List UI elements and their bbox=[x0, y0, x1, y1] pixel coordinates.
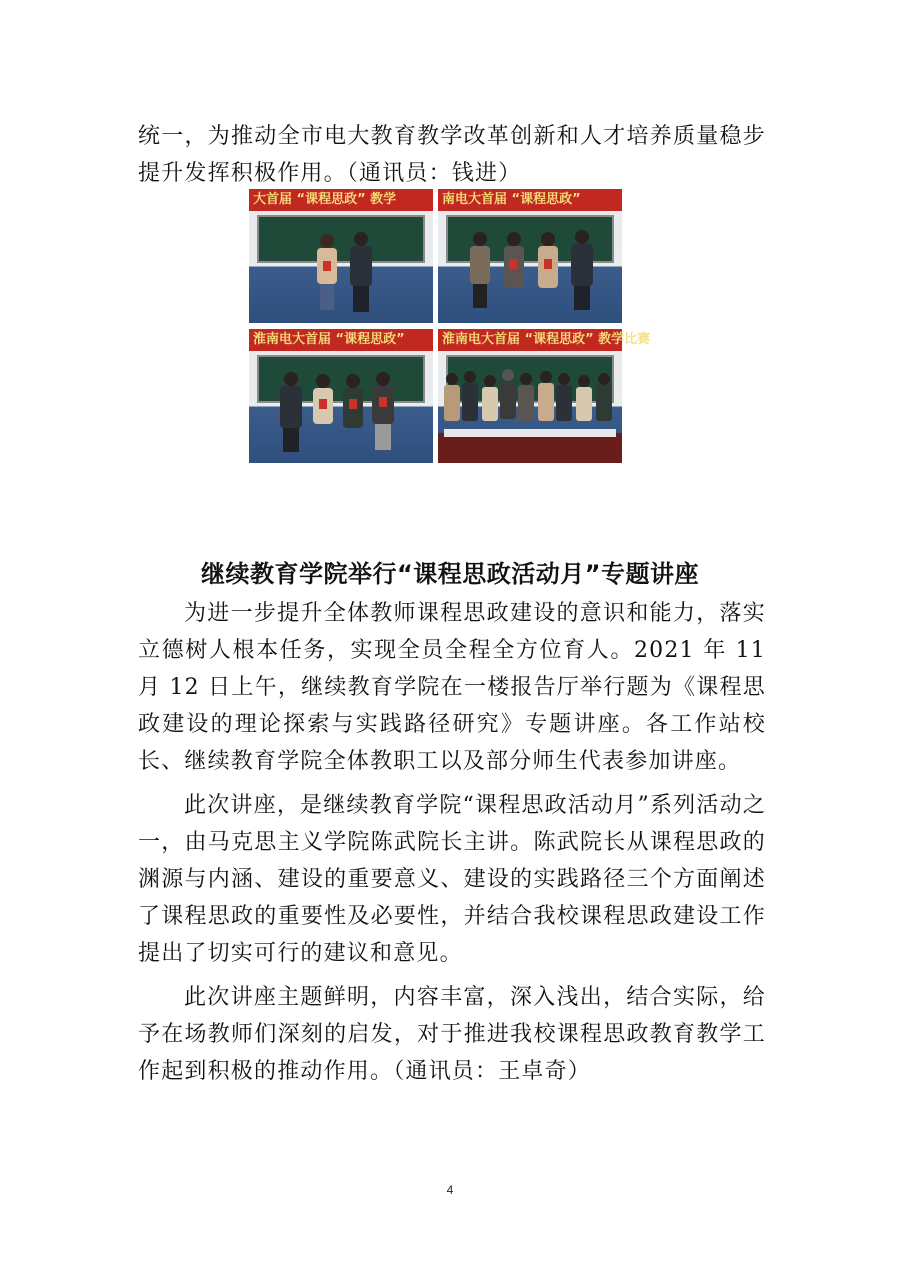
people-figures bbox=[249, 189, 433, 323]
award-photo-2 bbox=[438, 189, 622, 323]
article-paragraph-2: 此次讲座，是继续教育学院“课程思政活动月”系列活动之一，由马克思主义学院陈武院长主讲。陈武院长从课程思政的渊源与内涵、建设的重要意义、建设的实践路径三个方面阐述了课程思政的重要性及必要性，并结合我校课程思政建设工作提出了切实可行的建议和意见。 bbox=[138, 793, 766, 966]
photo-grid bbox=[249, 189, 651, 463]
people-figures bbox=[249, 329, 433, 463]
award-photo-3 bbox=[249, 329, 433, 463]
article1-tail: 统一，为推动全市电大教育教学改革创新和人才培养质量稳步提升发挥积极作用。（通讯员：钱进） bbox=[138, 124, 766, 186]
page-number: 4 bbox=[446, 1183, 454, 1197]
photo-banner: 南电大首届 “课程思政” bbox=[438, 189, 622, 211]
photo-banner: 淮南电大首届 “课程思政” 教学比赛 bbox=[438, 329, 622, 351]
award-photo-1 bbox=[249, 189, 433, 323]
people-figures bbox=[438, 329, 622, 463]
photo-banner: 淮南电大首届 “课程思政” bbox=[249, 329, 433, 351]
article-title: 继续教育学院举行“课程思政活动月”专题讲座 bbox=[200, 560, 700, 588]
award-photo-4 bbox=[438, 329, 651, 463]
people-figures bbox=[438, 189, 622, 323]
photo-banner: 大首届 “课程思政” 教学 bbox=[249, 189, 433, 211]
article-paragraph-1: 为进一步提升全体教师课程思政建设的意识和能力，落实立德树人根本任务，实现全员全程全方位育人。2021 年 11 月 12 日上午，继续教育学院在一楼报告厅举行题为《课程思政建设的理论探索与实践路径研究》专题讲座。各工作站校长、继续教育学院全体教职工以及部分师生代表参加讲座。 bbox=[138, 601, 766, 774]
article-paragraph-3: 此次讲座主题鲜明，内容丰富，深入浅出，结合实际，给予在场教师们深刻的启发，对于推进我校课程思政教育教学工作起到积极的推动作用。（通讯员：王卓奇） bbox=[138, 985, 766, 1084]
